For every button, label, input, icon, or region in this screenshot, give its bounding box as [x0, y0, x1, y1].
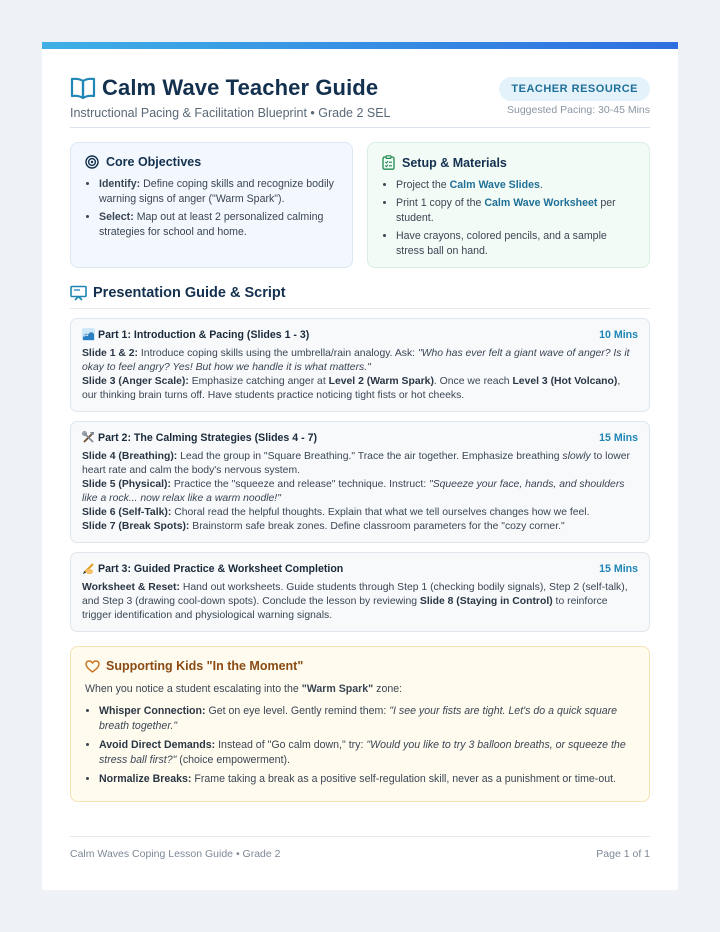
slide-label: Slide 1 & 2:: [82, 348, 139, 359]
part-header: [82, 328, 638, 341]
part-line: [82, 581, 638, 623]
tip-quote: "I see your fists are tight. Let's do a quick square breath together.": [99, 705, 618, 732]
materials-card: [367, 142, 650, 268]
list-item: [99, 772, 635, 787]
part-header: [82, 562, 638, 575]
slide-text: Emphasize catching anger at: [188, 376, 329, 387]
slide-quote: "Squeeze your face, hands, and shoulders like a rock... now relax like a warm noodle!": [82, 479, 625, 504]
slide-label: Slide 5 (Physical):: [82, 479, 171, 490]
list-item: [396, 178, 635, 193]
material-text: Print 1 copy of the: [396, 197, 485, 209]
warm-spark-label: "Warm Spark": [301, 683, 374, 695]
slide-text: Choral read the helpful thoughts. Explain that what we tell ourselves changes how we feel.: [171, 507, 590, 518]
slide-text: , our thinking brain turns off. Have students practice noticing tight fists or hot cheeks.: [82, 376, 621, 401]
heart-icon: [85, 660, 100, 673]
slide-text: Lead the group in "Square Breathing." Trace the air together. Emphasize breathing: [177, 451, 563, 462]
tip-text: (choice empowerment).: [176, 754, 290, 766]
presentation-section-header: [70, 285, 650, 309]
objective-text: Map out at least 2 personalized calming strategies for school and home.: [99, 211, 324, 238]
page-subtitle: Instructional Pacing & Facilitation Blueprint • Grade 2 SEL: [70, 106, 391, 120]
slide-label: Slide 7 (Break Spots):: [82, 521, 190, 532]
part-1-card: [70, 318, 650, 412]
materials-list: [382, 178, 635, 259]
part-duration: 10 Mins: [599, 328, 638, 341]
part-duration: 15 Mins: [599, 562, 638, 575]
materials-header: [382, 155, 635, 170]
part-line: [82, 520, 638, 534]
slide-emphasis: slowly: [562, 451, 591, 462]
slide-text: to reinforce trigger identification and physiological warning signals.: [82, 596, 608, 621]
list-item: [99, 704, 635, 734]
page-footer: [70, 836, 650, 860]
objective-label: Select:: [99, 211, 134, 223]
slide-text: . Once we reach: [433, 376, 513, 387]
tip-quote: "Would you like to try 3 balloon breaths, or squeeze the stress ball first?": [99, 739, 626, 766]
slide-text: Practice the "squeeze and release" technique. Instruct:: [170, 479, 429, 490]
clipboard-icon: [382, 155, 395, 170]
tip-label: Whisper Connection:: [99, 705, 206, 717]
footer-left: Calm Waves Coping Lesson Guide • Grade 2: [70, 848, 281, 860]
part-title: [82, 562, 343, 575]
slide-label: Slide 3 (Anger Scale):: [82, 376, 189, 387]
intro-text: zone:: [373, 683, 403, 695]
page-title: Calm Wave Teacher Guide: [102, 75, 379, 100]
document-page: [42, 42, 678, 890]
slide-label: Slide 6 (Self-Talk):: [82, 507, 172, 518]
slides-highlight: Calm Wave Slides: [449, 179, 540, 191]
tip-text: Instead of "Go calm down," try:: [215, 739, 367, 751]
document-header: [70, 49, 650, 128]
page-number: Page 1 of 1: [596, 848, 650, 860]
title-row: [70, 75, 378, 101]
overview-cards: [70, 142, 650, 268]
list-item: [396, 196, 635, 226]
suggested-pacing: Suggested Pacing: 30-45 Mins: [506, 104, 650, 116]
top-accent-bar: [42, 42, 678, 49]
list-item: [99, 177, 338, 207]
level-2-label: Level 2 (Warm Spark): [328, 376, 434, 387]
objective-label: Identify:: [99, 178, 141, 190]
material-text: .: [539, 179, 543, 191]
part-title-text: Part 3: Guided Practice & Worksheet Completion: [98, 562, 344, 575]
support-intro: [85, 683, 635, 695]
part-title-text: Part 2: The Calming Strategies (Slides 4 - 7): [98, 431, 317, 444]
tip-label: Avoid Direct Demands:: [99, 739, 216, 751]
part-line: [82, 450, 638, 478]
material-text: Project the: [396, 179, 450, 191]
part-2-card: [70, 421, 650, 543]
objectives-title: Core Objectives: [106, 155, 202, 169]
part-line: [82, 375, 638, 403]
resource-badge: TEACHER RESOURCE: [499, 77, 650, 101]
objectives-card: [70, 142, 353, 268]
part-title-text: Part 1: Introduction & Pacing (Slides 1 - 3): [98, 328, 310, 341]
tip-text: Get on eye level. Gently remind them:: [205, 705, 390, 717]
level-3-label: Level 3 (Hot Volcano): [512, 376, 618, 387]
list-item: [99, 738, 635, 768]
support-list: [85, 704, 635, 787]
tip-text: Frame taking a break as a positive self-regulation skill, never as a punishment or time-out.: [191, 773, 616, 785]
support-header: [85, 659, 635, 673]
writing-hand-emoji-icon: [82, 562, 95, 575]
part-line: [82, 347, 638, 375]
open-book-icon: [70, 76, 96, 100]
slide-text: Brainstorm safe break zones. Define classroom parameters for the "cozy corner.": [189, 521, 565, 532]
objectives-header: [85, 155, 338, 169]
section-title: Presentation Guide & Script: [93, 285, 286, 301]
list-item: [396, 229, 635, 259]
slide-label: Slide 4 (Breathing):: [82, 451, 178, 462]
tip-label: Normalize Breaks:: [99, 773, 192, 785]
worksheet-highlight: Calm Wave Worksheet: [484, 197, 598, 209]
support-callout: [70, 646, 650, 802]
support-title: Supporting Kids "In the Moment": [106, 659, 304, 673]
part-line: [82, 506, 638, 520]
slide-label: Worksheet & Reset:: [82, 582, 180, 593]
slide-8-label: Slide 8 (Staying in Control): [419, 596, 553, 607]
part-3-card: [70, 552, 650, 632]
list-item: [99, 210, 338, 240]
part-title: [82, 431, 317, 444]
slide-text: to lower heart rate and calm the body's nervous system.: [82, 451, 630, 476]
objectives-list: [85, 177, 338, 240]
target-icon: [85, 155, 99, 169]
slide-text: Hand out worksheets. Guide students through Step 1 (checking bodily signals), Step 2 (self-talk), and Step 3 (drawing cool-down spots). Conclude the lesson by reviewing: [82, 582, 628, 607]
tools-emoji-icon: [82, 431, 95, 444]
wave-emoji-icon: [82, 328, 95, 341]
slide-quote: "Who has ever felt a giant wave of anger? Is it okay to feel angry? Yes! But how we handle it is what matters.": [82, 348, 630, 373]
presentation-icon: [70, 285, 87, 301]
part-header: [82, 431, 638, 444]
material-text: per student.: [396, 197, 616, 224]
material-text: Have crayons, colored pencils, and a sample stress ball on hand.: [396, 230, 607, 257]
objective-text: Define coping skills and recognize bodily warning signs of anger ("Warm Spark").: [99, 178, 334, 205]
intro-text: When you notice a student escalating into the: [85, 683, 302, 695]
slide-text: Introduce coping skills using the umbrella/rain analogy. Ask:: [138, 348, 418, 359]
part-line: [82, 478, 638, 506]
part-duration: 15 Mins: [599, 431, 638, 444]
part-title: [82, 328, 309, 341]
materials-title: Setup & Materials: [402, 155, 507, 170]
